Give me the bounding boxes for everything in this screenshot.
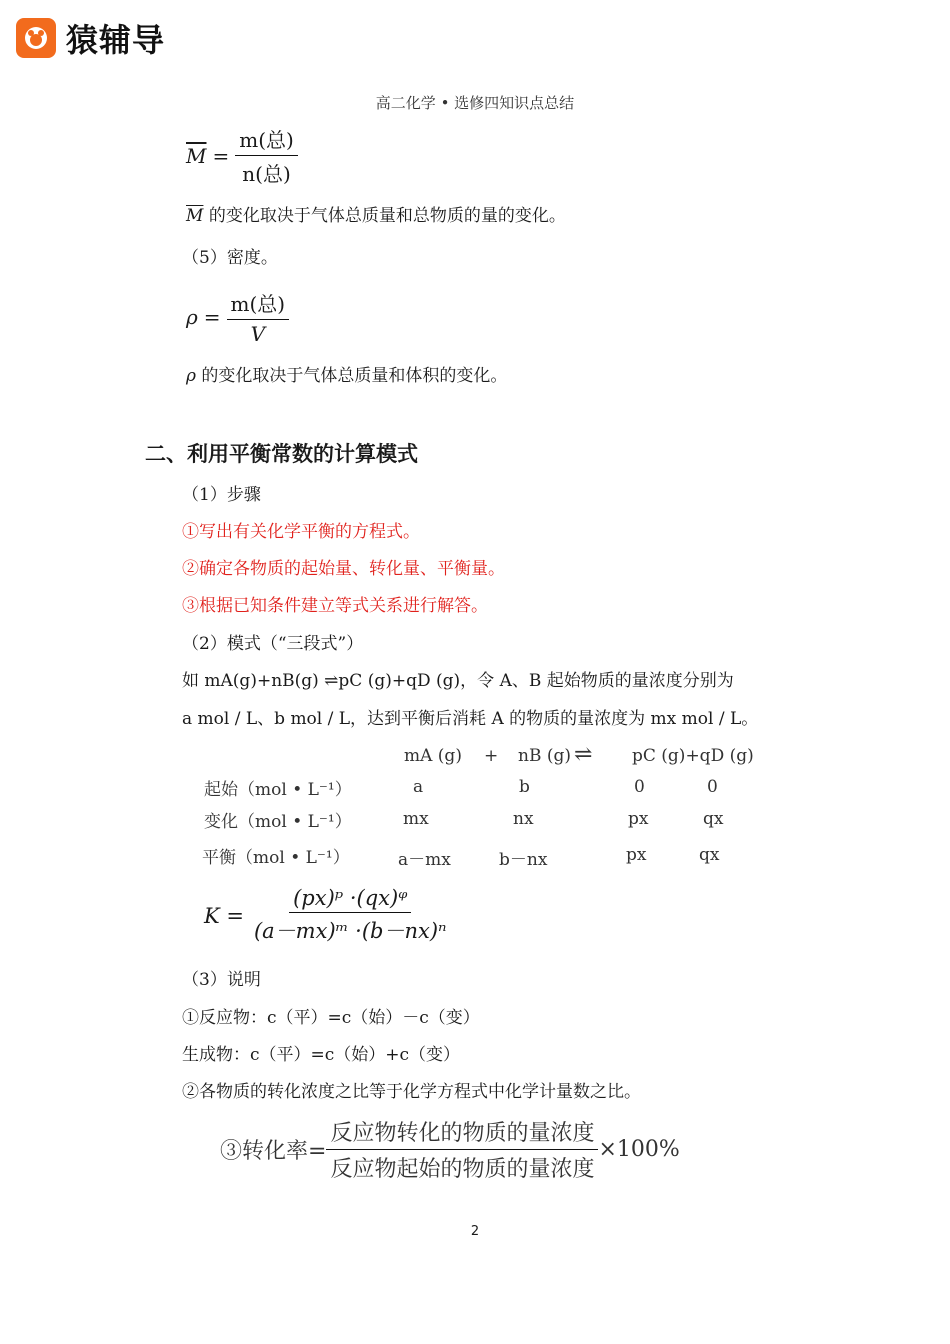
row-equilibrium-d: qx xyxy=(699,845,720,865)
row-change-a: mx xyxy=(403,809,429,829)
step-heading: （1）步骤 xyxy=(182,485,261,505)
row-equilibrium-a: a－mx xyxy=(398,850,451,870)
density-denominator: V xyxy=(250,322,266,346)
brand-name: 猿辅导 xyxy=(66,21,166,59)
row-change-label: 变化（mol • L⁻¹） xyxy=(204,812,352,832)
eq-term-b: nB (g) xyxy=(518,746,571,766)
eq-term-a: mA (g) xyxy=(404,746,462,766)
density-formula: ρ = $\frac{\text{m(总)}}{V}$ xyxy=(186,288,289,346)
k-lhs: K = xyxy=(204,903,244,928)
explain-heading: （3）说明 xyxy=(182,970,261,990)
k-formula xyxy=(204,886,451,945)
conversion-numerator: 反应物转化的物质的量浓度 xyxy=(326,1116,598,1150)
explain-3: ②各物质的转化浓度之比等于化学方程式中化学计量数之比。 xyxy=(182,1082,641,1102)
row-change-b: nx xyxy=(513,809,534,829)
density-symbol: ρ xyxy=(186,305,198,329)
row-equilibrium-label: 平衡（mol • L⁻¹） xyxy=(202,848,350,868)
step-1: ①写出有关化学平衡的方程式。 xyxy=(182,522,420,542)
row-equilibrium-c: px xyxy=(626,845,647,865)
molar-mass-symbol: $\overline{M}$ xyxy=(186,143,207,168)
row-start-a: a xyxy=(413,777,424,797)
molar-mass-numerator: m(总) xyxy=(235,124,298,156)
conversion-denominator: 反应物起始的物质的量浓度 xyxy=(330,1157,595,1182)
molar-mass-denominator: n(总) xyxy=(242,162,291,186)
conversion-prefix: ③转化率= xyxy=(220,1139,327,1164)
k-denominator: (a－mx)ᵐ ·(b－nx)ⁿ xyxy=(253,919,447,943)
conversion-suffix: ×100% xyxy=(598,1137,680,1162)
k-numerator: (px)ᵖ ·(qx)ᵠ xyxy=(289,886,411,913)
section-title: 二、利用平衡常数的计算模式 xyxy=(145,442,418,466)
molar-mass-note: 的变化取决于气体总质量和总物质的量的变化。 xyxy=(208,206,566,226)
eq-arrow: ⇌ xyxy=(574,742,593,767)
step-2: ②确定各物质的起始量、转化量、平衡量。 xyxy=(182,559,505,579)
mode-line-2: a mol / L、b mol / L，达到平衡后消耗 A 的物质的量浓度为 mx mol / L。 xyxy=(182,709,759,729)
eq-plus: + xyxy=(484,746,499,766)
explain-1: ①反应物：c（平）=c（始）－c（变） xyxy=(182,1008,480,1028)
explain-2: 生成物：c（平）=c（始）+c（变） xyxy=(182,1045,461,1065)
density-numerator: m(总) xyxy=(227,288,290,320)
step-3: ③根据已知条件建立等式关系进行解答。 xyxy=(182,596,488,616)
density-note: 的变化取决于气体总质量和体积的变化。 xyxy=(201,366,508,386)
molar-mass-formula: $\overline{M}$ = $\frac{\text{m(总)}}{\text{n(总)}}$ xyxy=(186,124,298,187)
row-start-b: b xyxy=(519,777,530,797)
row-start-d: 0 xyxy=(707,777,718,797)
mode-heading: （2）模式（“三段式”） xyxy=(182,634,364,654)
mode-line-1: 如 mA(g)+nB(g) ⇌pC (g)+qD (g)，令 A、B 起始物质的量浓度分别为 xyxy=(182,671,734,691)
eq-products: pC (g)+qD (g) xyxy=(632,746,754,766)
conversion-formula xyxy=(220,1116,680,1183)
molar-mass-note-symbol: $\overline{M}$ xyxy=(186,206,204,226)
density-heading: （5）密度。 xyxy=(182,248,278,268)
page-header: 高二化学 • 选修四知识点总结 xyxy=(375,94,575,112)
page-number: 2 xyxy=(470,1224,480,1239)
row-change-c: px xyxy=(628,809,649,829)
density-note-symbol: ρ xyxy=(186,366,196,386)
row-equilibrium-b: b－nx xyxy=(499,850,548,870)
row-change-d: qx xyxy=(703,809,724,829)
row-start-label: 起始（mol • L⁻¹） xyxy=(204,780,352,800)
row-start-c: 0 xyxy=(634,777,645,797)
